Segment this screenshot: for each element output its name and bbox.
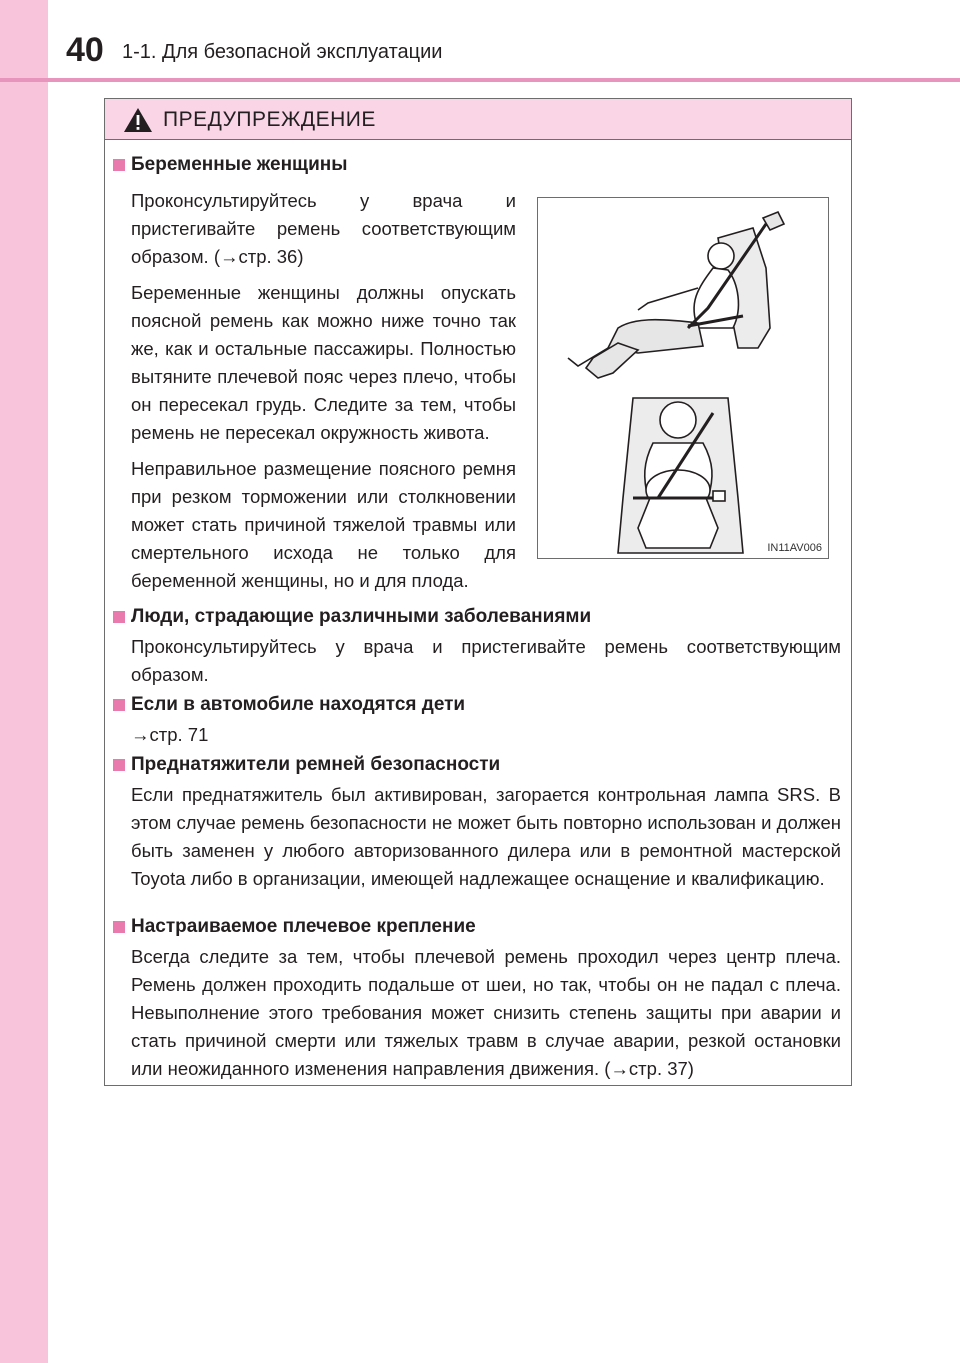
seatbelt-illustration-icon: [538, 198, 828, 558]
page-reference: →стр. 71: [131, 724, 209, 745]
section-title: Если в автомобиле находятся дети: [131, 694, 466, 715]
paragraph: Проконсультируйтесь у врача и пристегивайте ремень соответствующим образом.: [131, 636, 841, 685]
section-heading: [105, 151, 851, 181]
section-children: [105, 691, 851, 749]
warning-triangle-icon: [123, 107, 153, 133]
square-bullet-icon: [113, 159, 125, 171]
side-color-strip: [0, 0, 48, 1363]
paragraph: Проконсультируйтесь у врача и пристегивайте ремень соответствующим образом. (→стр. 36): [131, 190, 516, 267]
section-heading: [105, 751, 851, 781]
illustration-pregnant-seatbelt: [537, 197, 829, 559]
section-heading: [105, 913, 851, 943]
section-title: Настраиваемое плечевое крепление: [131, 916, 476, 937]
square-bullet-icon: [113, 759, 125, 771]
warning-box: [104, 98, 852, 1086]
header-rule: [0, 78, 960, 82]
paragraph: Неправильное размещение поясного ремня при резком торможении или столкновении может стать причиной тяжелой травмы или смертельного исхода не только для беременной женщины, но и для плода.: [131, 458, 516, 591]
square-bullet-icon: [113, 611, 125, 623]
square-bullet-icon: [113, 921, 125, 933]
warning-header: [105, 99, 851, 140]
page-number: 40: [66, 31, 104, 69]
section-diseases: [105, 603, 851, 689]
section-shoulder-anchor: [105, 913, 851, 1083]
paragraph: Беременные женщины должны опускать поясной ремень как можно ниже точно так же, как и остальные пассажиры. Полностью вытяните плечевой пояс через плечо, чтобы он пересекал грудь. Следите за тем, чтобы ремень не пересекал окружность живота.: [131, 282, 516, 443]
section-pretensioners: [105, 751, 851, 893]
paragraph: Всегда следите за тем, чтобы плечевой ремень проходил через центр плеча. Ремень должен проходить подальше от шеи, но так, чтобы он не падал с плеча. Невыполнение этого требования может снизить степень защиты при аварии и стать причиной смерти или тяжелых травм в случае аварии, резкой остановки или неожиданного изменения направления движения. (→стр. 37): [131, 946, 841, 1079]
section-title: Люди, страдающие различными заболеваниями: [131, 606, 592, 627]
section-heading: [105, 603, 851, 633]
section-title: Беременные женщины: [131, 154, 348, 175]
illustration-code: IN11AV006: [767, 542, 822, 554]
chapter-title: 1-1. Для безопасной эксплуатации: [122, 41, 443, 63]
square-bullet-icon: [113, 699, 125, 711]
section-heading: [105, 691, 851, 721]
warning-title: ПРЕДУПРЕЖДЕНИЕ: [163, 108, 376, 131]
section-title: Преднатяжители ремней безопасности: [131, 754, 501, 775]
paragraph: Если преднатяжитель был активирован, загорается контрольная лампа SRS. В этом случае ремень безопасности не может быть повторно использован и должен быть заменен у любого авторизованного дилера или в ремонтной мастерской Toyota либо в организации, имеющей надлежащее оснащение и квалификацию.: [131, 784, 841, 889]
